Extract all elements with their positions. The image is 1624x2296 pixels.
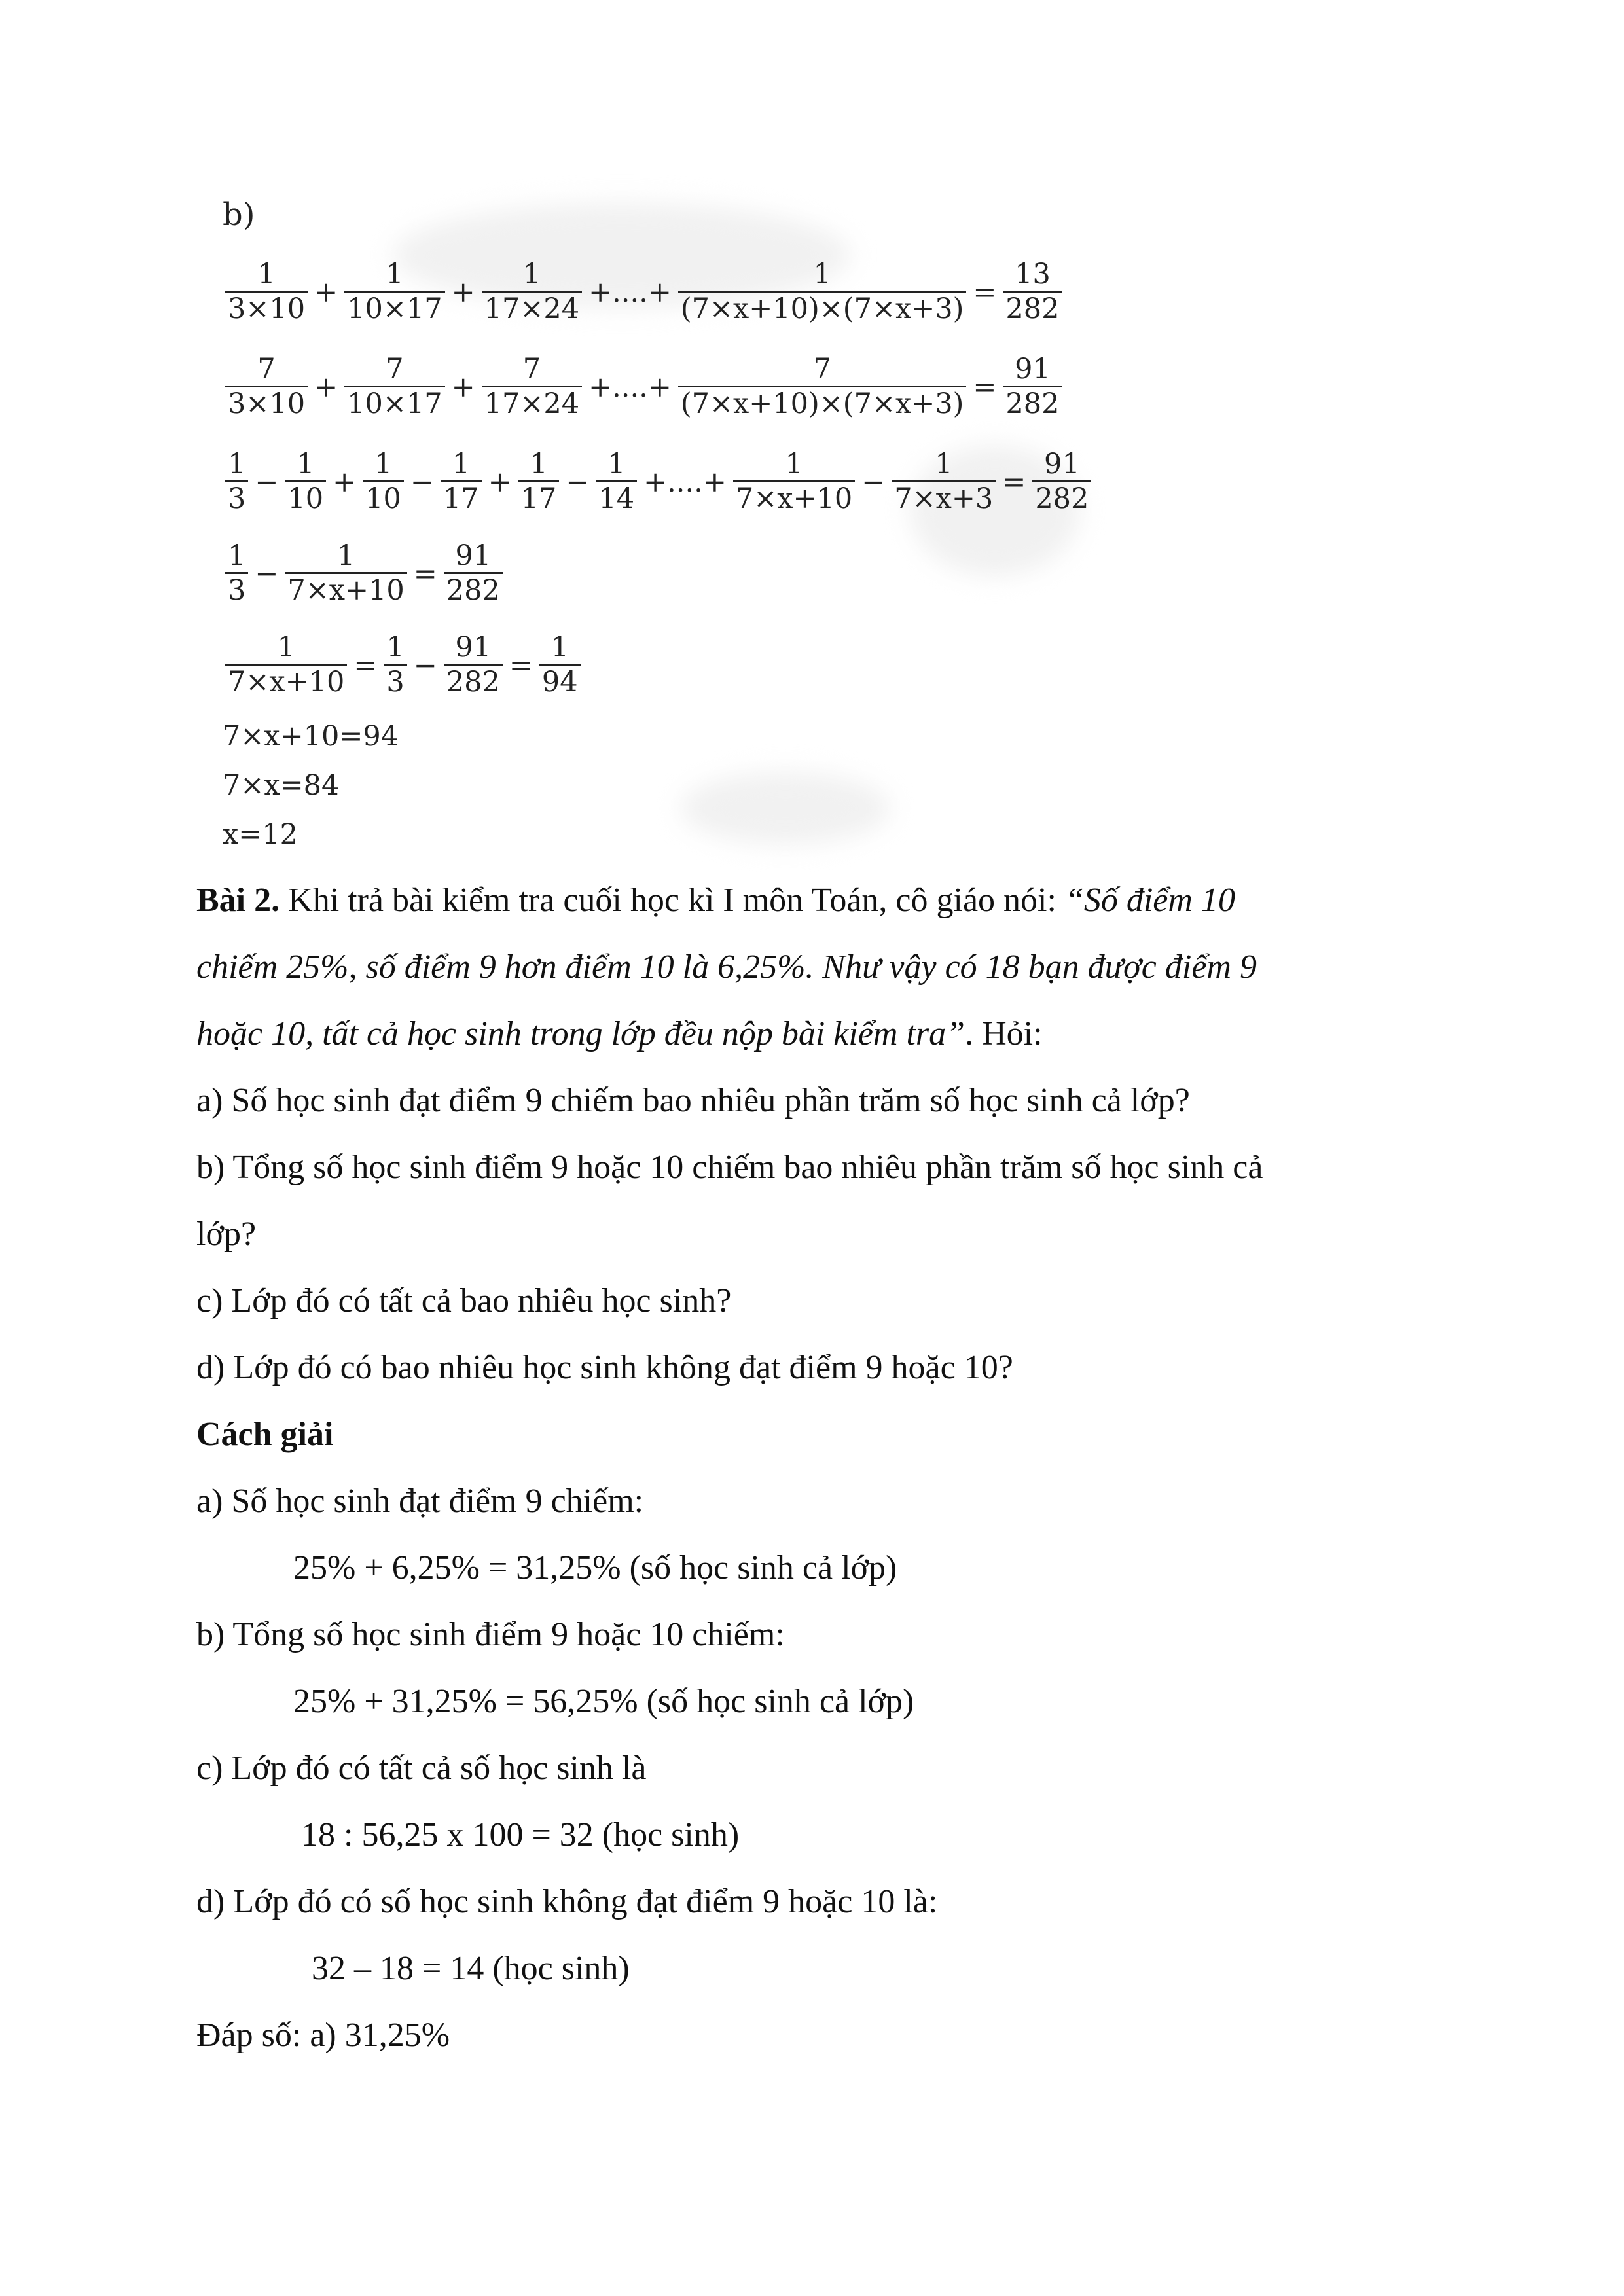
fraction	[518, 448, 560, 516]
quote-text: “Số điểm 10	[1064, 882, 1235, 919]
fraction-numerator: 13	[1015, 258, 1051, 291]
fraction-numerator: 7	[257, 353, 276, 386]
math-operator: =	[973, 276, 997, 310]
fraction-numerator: 1	[550, 631, 569, 664]
fraction-denominator: 17×24	[482, 386, 582, 422]
fraction-numerator: 1	[530, 448, 548, 480]
equation-line-4	[223, 540, 505, 608]
fraction-numerator: 1	[522, 258, 541, 291]
solution-d-calc: 32 – 18 = 14 (học sinh)	[312, 1950, 630, 1987]
fraction	[444, 540, 503, 608]
equation-line-5	[223, 632, 583, 700]
fraction-numerator: 1	[386, 258, 404, 291]
fraction-denominator: (7×x+10)×(7×x+3)	[678, 291, 967, 327]
math-operator: +	[314, 371, 338, 404]
problem-text: Khi trả bài kiểm tra cuối học kì I môn Toán, cô giáo nói:	[288, 882, 1065, 919]
solution-d: d) Lớp đó có số học sinh không đạt điểm 9 hoặc 10 là:	[196, 1883, 938, 1920]
fraction	[363, 448, 404, 516]
question-d: d) Lớp đó có bao nhiêu học sinh không đạt điểm 9 hoặc 10?	[196, 1349, 1013, 1386]
fraction	[225, 632, 347, 700]
fraction	[678, 259, 967, 327]
solution-b: b) Tổng số học sinh điểm 9 hoặc 10 chiếm:	[196, 1616, 785, 1653]
equation-line-3	[223, 448, 1094, 516]
fraction-numerator: 1	[452, 448, 470, 480]
fraction	[1003, 259, 1062, 327]
fraction-numerator: 91	[1044, 448, 1080, 480]
fraction-numerator: 1	[228, 448, 246, 480]
fraction-denominator: 10×17	[344, 386, 444, 422]
fraction-numerator: 1	[785, 448, 803, 480]
fraction-numerator: 1	[813, 258, 831, 291]
fraction-denominator: 3×10	[225, 291, 308, 327]
fraction	[444, 632, 503, 700]
solution-b-calc: 25% + 31,25% = 56,25% (số học sinh cả lớp)	[293, 1683, 914, 1720]
solution-a-calc: 25% + 6,25% = 31,25% (số học sinh cả lớp)	[293, 1549, 897, 1587]
solution-a: a) Số học sinh đạt điểm 9 chiếm:	[196, 1482, 644, 1520]
fraction-denominator: 94	[539, 664, 581, 700]
math-operator: +	[451, 371, 475, 404]
math-operator: −	[255, 466, 279, 499]
math-operator: +	[451, 276, 475, 310]
quote-text: hoặc 10, tất cả học sinh trong lớp đều nộp bài kiểm tra”	[196, 1015, 965, 1052]
fraction	[539, 632, 581, 700]
fraction-numerator: 7	[386, 353, 404, 386]
equation-line-2	[223, 353, 1065, 422]
math-operator: =	[509, 649, 533, 683]
fraction-denominator: 17	[441, 480, 482, 516]
fraction-numerator: 91	[455, 539, 492, 572]
fraction-numerator: 7	[813, 353, 831, 386]
fraction-denominator: 3	[225, 572, 248, 608]
math-operator: −	[413, 649, 437, 683]
fraction	[384, 632, 406, 700]
fraction	[285, 448, 326, 516]
solution-c: c) Lớp đó có tất cả số học sinh là	[196, 1749, 647, 1787]
fraction-denominator: 282	[444, 664, 503, 700]
equation-line-1	[223, 259, 1065, 327]
solution-title: Cách giải	[196, 1416, 334, 1453]
fraction-numerator: 1	[228, 539, 246, 572]
math-operator: −	[861, 466, 886, 499]
fraction-denominator: 7×x+3	[892, 480, 996, 516]
math-operator: +....+	[588, 276, 672, 310]
fraction-numerator: 1	[297, 448, 315, 480]
fraction	[1032, 448, 1091, 516]
math-operator: +	[333, 466, 357, 499]
part-label: b)	[223, 196, 255, 233]
fraction-numerator: 1	[257, 258, 276, 291]
fraction-denominator: 282	[1003, 291, 1062, 327]
fraction-denominator: 17	[518, 480, 560, 516]
math-operator: −	[566, 466, 590, 499]
fraction-denominator: 3×10	[225, 386, 308, 422]
fraction-denominator: 10×17	[344, 291, 444, 327]
fraction	[482, 259, 582, 327]
fraction-denominator: 14	[596, 480, 637, 516]
equation-line-7: 7×x=84	[223, 769, 340, 802]
problem-text: . Hỏi:	[965, 1015, 1043, 1052]
fraction	[344, 259, 444, 327]
equation-line-6: 7×x+10=94	[223, 720, 399, 753]
fraction	[1003, 353, 1062, 422]
fraction	[225, 448, 248, 516]
fraction-numerator: 1	[935, 448, 953, 480]
fraction	[225, 353, 308, 422]
math-operator: +....+	[643, 466, 727, 499]
problem-line-2: chiếm 25%, số điểm 9 hơn điểm 10 là 6,25%. Như vậy có 18 bạn được điểm 9	[196, 948, 1257, 986]
fraction	[892, 448, 996, 516]
math-solution-image	[223, 196, 1100, 864]
fraction-denominator: 17×24	[482, 291, 582, 327]
fraction-numerator: 1	[277, 631, 295, 664]
fraction-denominator: 7×x+10	[225, 664, 347, 700]
fraction-denominator: 3	[384, 664, 406, 700]
fraction	[678, 353, 967, 422]
math-operator: +	[488, 466, 512, 499]
problem-label: Bài 2.	[196, 882, 280, 919]
fraction-denominator: 10	[363, 480, 404, 516]
fraction	[285, 540, 406, 608]
question-b-continued: lớp?	[196, 1215, 257, 1253]
fraction	[344, 353, 444, 422]
math-operator: +	[314, 276, 338, 310]
fraction	[225, 540, 248, 608]
question-a: a) Số học sinh đạt điểm 9 chiếm bao nhiêu phần trăm số học sinh cả lớp?	[196, 1082, 1190, 1119]
background-smudge	[681, 772, 890, 844]
fraction-numerator: 1	[336, 539, 355, 572]
fraction-denominator: (7×x+10)×(7×x+3)	[678, 386, 967, 422]
math-operator: =	[1002, 466, 1026, 499]
fraction-denominator: 10	[285, 480, 326, 516]
math-operator: =	[973, 371, 997, 404]
problem-line-1	[196, 880, 1235, 921]
math-operator: =	[353, 649, 378, 683]
fraction-numerator: 1	[607, 448, 626, 480]
fraction-numerator: 1	[374, 448, 393, 480]
fraction	[225, 259, 308, 327]
final-answer: Đáp số: a) 31,25%	[196, 2017, 450, 2054]
math-operator: +....+	[588, 371, 672, 404]
question-c: c) Lớp đó có tất cả bao nhiêu học sinh?	[196, 1282, 732, 1319]
math-operator: −	[410, 466, 434, 499]
fraction-denominator: 7×x+10	[285, 572, 406, 608]
fraction-numerator: 91	[455, 631, 492, 664]
solution-c-calc: 18 : 56,25 x 100 = 32 (học sinh)	[301, 1816, 740, 1854]
fraction-numerator: 91	[1015, 353, 1051, 386]
fraction-denominator: 3	[225, 480, 248, 516]
fraction	[596, 448, 637, 516]
fraction-denominator: 282	[444, 572, 503, 608]
fraction-denominator: 282	[1032, 480, 1091, 516]
math-operator: =	[413, 558, 437, 591]
fraction-numerator: 1	[386, 631, 405, 664]
equation-line-8: x=12	[223, 818, 298, 851]
question-b: b) Tổng số học sinh điểm 9 hoặc 10 chiếm bao nhiêu phần trăm số học sinh cả	[196, 1149, 1263, 1186]
fraction	[482, 353, 582, 422]
fraction-denominator: 282	[1003, 386, 1062, 422]
problem-line-3	[196, 1014, 1043, 1054]
fraction	[441, 448, 482, 516]
math-operator: −	[255, 558, 279, 591]
fraction-numerator: 7	[522, 353, 541, 386]
fraction	[733, 448, 855, 516]
fraction-denominator: 7×x+10	[733, 480, 855, 516]
